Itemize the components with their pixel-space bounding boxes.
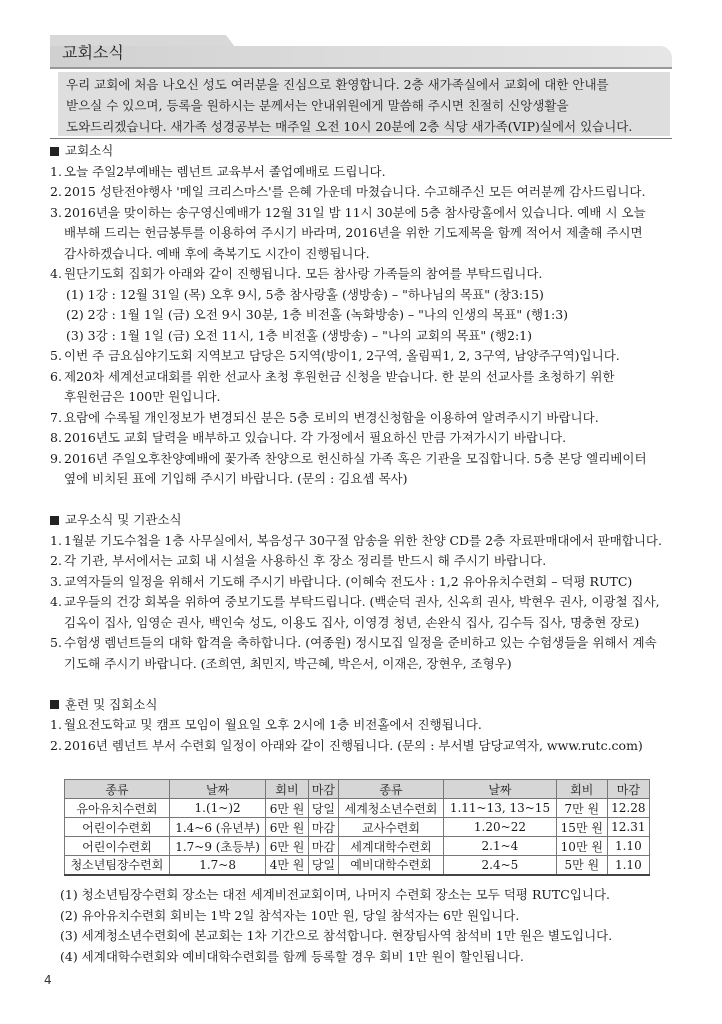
- header-bar: [50, 46, 672, 67]
- table-header-cell: 날짜: [443, 780, 556, 799]
- item-number: 5.: [50, 635, 62, 650]
- item-number: 8.: [50, 430, 62, 445]
- news-content: [50, 141, 672, 756]
- bullet-square-icon: [50, 700, 59, 709]
- item-number: 6.: [50, 368, 62, 384]
- sub-item: (2) 2강 : 1월 1일 (금) 오전 9시 30분, 1층 비전홀 (녹화방송) – "나의 인생의 목표" (행1:3): [66, 307, 569, 322]
- table-header-cell: 회비: [556, 780, 607, 799]
- list-item: [50, 572, 672, 593]
- list-item: [50, 182, 672, 203]
- table-cell: 10만 원: [556, 837, 607, 856]
- item-number: 1.: [50, 163, 62, 179]
- sub-item: (1) 1강 : 12월 31일 (목) 오후 9시, 5층 참사랑홀 (생방송) – "하나님의 목표" (창3:15): [66, 286, 544, 302]
- item-text: 제20차 세계선교대회를 위한 선교사 초청 후원헌금 신청을 받습니다. 한 분의 선교사를 초청하기 위한 후원헌금은 100만 원입니다.: [64, 368, 615, 404]
- list-item: [50, 346, 672, 367]
- list-item: [50, 449, 672, 490]
- table-cell: 4만 원: [266, 856, 309, 875]
- table-cell: 청소년팀장수련회: [65, 856, 170, 875]
- list-item: [50, 531, 672, 552]
- section-heading-label: 교우소식 및 기관소식: [65, 512, 182, 527]
- list-item: [50, 408, 672, 429]
- header-divider: [50, 67, 672, 69]
- item-text: 1월분 기도수첩을 1층 사무실에서, 복음성구 30구절 암송을 위한 찬양 CD를 2층 자료판매대에서 판매합니다.: [64, 532, 662, 548]
- camp-schedule-table: [64, 779, 650, 876]
- list-item: [50, 736, 672, 757]
- sub-item: (3) 3강 : 1월 1일 (금) 오전 11시, 1층 비전홀 (생방송) – "나의 교회의 목표" (행2:1): [66, 327, 532, 343]
- item-number: 7.: [50, 409, 62, 425]
- table-cell: 6만 원: [266, 799, 309, 818]
- item-text: 교역자들의 일정을 위해서 기도해 주시기 바랍니다. (이혜숙 전도사 : 1,2 유아유치수련회 – 덕평 RUTC): [64, 573, 633, 589]
- table-cell: 1.20~22: [443, 818, 556, 837]
- table-header-cell: 마감: [607, 780, 649, 799]
- item-number: 1.: [50, 532, 62, 548]
- page-number: 4: [44, 973, 52, 987]
- table-cell: 1.11~13, 13~15: [443, 799, 556, 818]
- table-cell: 1.10: [607, 856, 649, 875]
- item-text: 2016년 렘넌트 부서 수련회 일정이 아래와 같이 진행됩니다. (문의 : 부서별 담당교역자, www.rutc.com): [64, 737, 643, 753]
- table-header-cell: 날짜: [169, 780, 265, 799]
- bullet-square-icon: [50, 147, 59, 156]
- item-text: 2016년도 교회 달력을 배부하고 있습니다. 각 가정에서 필요하신 만큼 가져가시기 바랍니다.: [64, 430, 567, 445]
- note-item: (4) 세계대학수련회와 예비대학수련회를 함께 등록할 경우 회비 1만 원이 할인됩니다.: [60, 948, 524, 964]
- table-cell: 마감: [308, 818, 338, 837]
- intro-line: 우리 교회에 처음 나오신 성도 여러분을 진심으로 환영합니다. 2층 새가족실에서 교회에 대한 안내를: [66, 77, 609, 92]
- list-item: [50, 428, 672, 449]
- item-number: 4.: [50, 266, 62, 281]
- table-cell: 당일: [308, 856, 338, 875]
- table-cell: 2.4~5: [443, 856, 556, 875]
- table-cell: 5만 원: [556, 856, 607, 875]
- item-text: 각 기관, 부서에서는 교회 내 시설을 사용하신 후 장소 정리를 반드시 해 주시기 바랍니다.: [64, 553, 547, 568]
- list-item: [50, 264, 672, 285]
- section-heading-training-news: [50, 695, 672, 716]
- table-cell: 6만 원: [266, 818, 309, 837]
- section-heading-label: 훈련 및 집회소식: [65, 696, 158, 712]
- section-heading-member-news: [50, 510, 672, 531]
- item-text: 요람에 수록될 개인정보가 변경되신 분은 5층 로비의 변경신청함을 이용하여 알려주시기 바랍니다.: [64, 409, 599, 425]
- table-cell: 유아유치수련회: [65, 799, 170, 818]
- table-row: [65, 818, 650, 837]
- intro-divider: [50, 138, 672, 139]
- item-number: 2.: [50, 737, 62, 753]
- item-number: 1.: [50, 717, 62, 732]
- table-cell: 어린이수련회: [65, 837, 170, 856]
- table-cell: 예비대학수련회: [339, 856, 444, 875]
- page-title: 교회소식: [62, 43, 124, 62]
- table-cell: 당일: [308, 799, 338, 818]
- list-item: [50, 592, 672, 633]
- bullet-square-icon: [50, 516, 59, 525]
- item-number: 2.: [50, 184, 62, 199]
- table-cell: 12.31: [607, 818, 649, 837]
- item-text: 교우들의 건강 회복을 위하여 중보기도를 부탁드립니다. (백순덕 권사, 신옥희 권사, 박현우 권사, 이광철 집사, 김옥이 집사, 임영순 권사, 백인숙 성도, 이용도 집사, 이영경 청년, 손완식 집사, 김수득 집사, 명충현 장로): [64, 594, 660, 630]
- item-text: 2016년을 맞이하는 송구영신예배가 12월 31일 밤 11시 30분에 5층 참사랑홀에서 있습니다. 예배 시 오늘 배부해 드리는 헌금봉투를 이용하여 주시기 바라며, 2016년을 위한 기도제목을 함께 적어서 제출해 주시면 감사하겠습니다. 예배 후에 축복기도 시간이 진행됩니다.: [64, 204, 646, 261]
- table-cell: 7만 원: [556, 799, 607, 818]
- table-cell: 1.4~6 (유년부): [169, 818, 265, 837]
- item-number: 2.: [50, 553, 62, 568]
- item-number: 9.: [50, 450, 62, 466]
- list-item: [50, 551, 672, 572]
- table-row: [65, 837, 650, 856]
- intro-line: 받으실 수 있으며, 등록을 원하시는 분께서는 안내위원에게 말씀해 주시면 친절히 신앙생활을: [66, 98, 569, 113]
- section-heading-label: 교회소식: [65, 143, 114, 158]
- table-cell: 어린이수련회: [65, 818, 170, 837]
- item-number: 3.: [50, 573, 62, 589]
- note-item: (3) 세계청소년수련회에 본교회는 1차 기간으로 참석합니다. 현장팀사역 참석비 1만 원은 별도입니다.: [60, 928, 613, 943]
- item-number: 3.: [50, 204, 62, 220]
- table-header-row: [65, 780, 650, 799]
- item-text: 원단기도회 집회가 아래와 같이 진행됩니다. 모든 참사랑 가족들의 참여를 부탁드립니다.: [64, 266, 543, 281]
- table-cell: 세계청소년수련회: [339, 799, 444, 818]
- table-cell: 마감: [308, 837, 338, 856]
- note-item: (1) 청소년팀장수련회 장소는 대전 세계비전교회이며, 나머지 수련회 장소는 모두 덕평 RUTC입니다.: [60, 887, 611, 902]
- intro-line: 도와드리겠습니다. 새가족 성경공부는 매주일 오전 10시 20분에 2층 식당 새가족(VIP)실에서 있습니다.: [66, 119, 633, 134]
- table-cell: 1.(1~)2: [169, 799, 265, 818]
- table-header-cell: 마감: [308, 780, 338, 799]
- item-text: 오늘 주일2부예배는 렘넌트 교육부서 졸업예배로 드립니다.: [64, 163, 386, 179]
- table-cell: 1.7~9 (초등부): [169, 837, 265, 856]
- item-number: 5.: [50, 348, 62, 363]
- list-item: [50, 715, 672, 736]
- item-text: 2016년 주일오후찬양예배에 꽃가족 찬양으로 헌신하실 가족 혹은 기관을 모집합니다. 5층 본당 엘리베이터 옆에 비치된 표에 기입해 주시기 바랍니다. (문의 : 김요셉 목사): [64, 450, 647, 486]
- table-row: [65, 856, 650, 875]
- table-header-cell: 종류: [65, 780, 170, 799]
- list-item: [50, 203, 672, 265]
- intro-box: [58, 72, 670, 136]
- table-cell: 2.1~4: [443, 837, 556, 856]
- note-item: (2) 유아유치수련회 회비는 1박 2일 참석자는 10만 원, 당일 참석자는 6만 원입니다.: [60, 907, 520, 923]
- table-row: [65, 799, 650, 818]
- table-header-cell: 종류: [339, 780, 444, 799]
- table-cell: 교사수련회: [339, 818, 444, 837]
- table-cell: 15만 원: [556, 818, 607, 837]
- table-cell: 1.7~8: [169, 856, 265, 875]
- table-cell: 세계대학수련회: [339, 837, 444, 856]
- list-item: [50, 367, 672, 408]
- table-cell: 12.28: [607, 799, 649, 818]
- table-header-cell: 회비: [266, 780, 309, 799]
- table-cell: 6만 원: [266, 837, 309, 856]
- item-number: 4.: [50, 594, 62, 609]
- section-heading-church-news: [50, 141, 672, 162]
- item-text: 월요전도학교 및 캠프 모임이 월요일 오후 2시에 1층 비전홀에서 진행됩니다.: [64, 717, 482, 732]
- table-cell: 1.10: [607, 837, 649, 856]
- item-text: 2015 성탄전야행사 '메일 크리스마스'를 은혜 가운데 마쳤습니다. 수고해주신 모든 여러분께 감사드립니다.: [64, 184, 646, 199]
- table-notes: [60, 885, 672, 967]
- list-item: [50, 162, 672, 183]
- item-text: 수험생 렘넌트들의 대학 합격을 축하합니다. (여종원) 정시모집 일정을 준비하고 있는 수험생들을 위해서 계속 기도해 주시기 바랍니다. (조희연, 최민지, 박근혜, 박은서, 이재은, 장현우, 조형우): [64, 635, 657, 671]
- list-item: [50, 633, 672, 674]
- item-text: 이번 주 금요심야기도회 지역보고 담당은 5지역(방이1, 2구역, 올림픽1, 2, 3구역, 남양주구역)입니다.: [64, 348, 620, 363]
